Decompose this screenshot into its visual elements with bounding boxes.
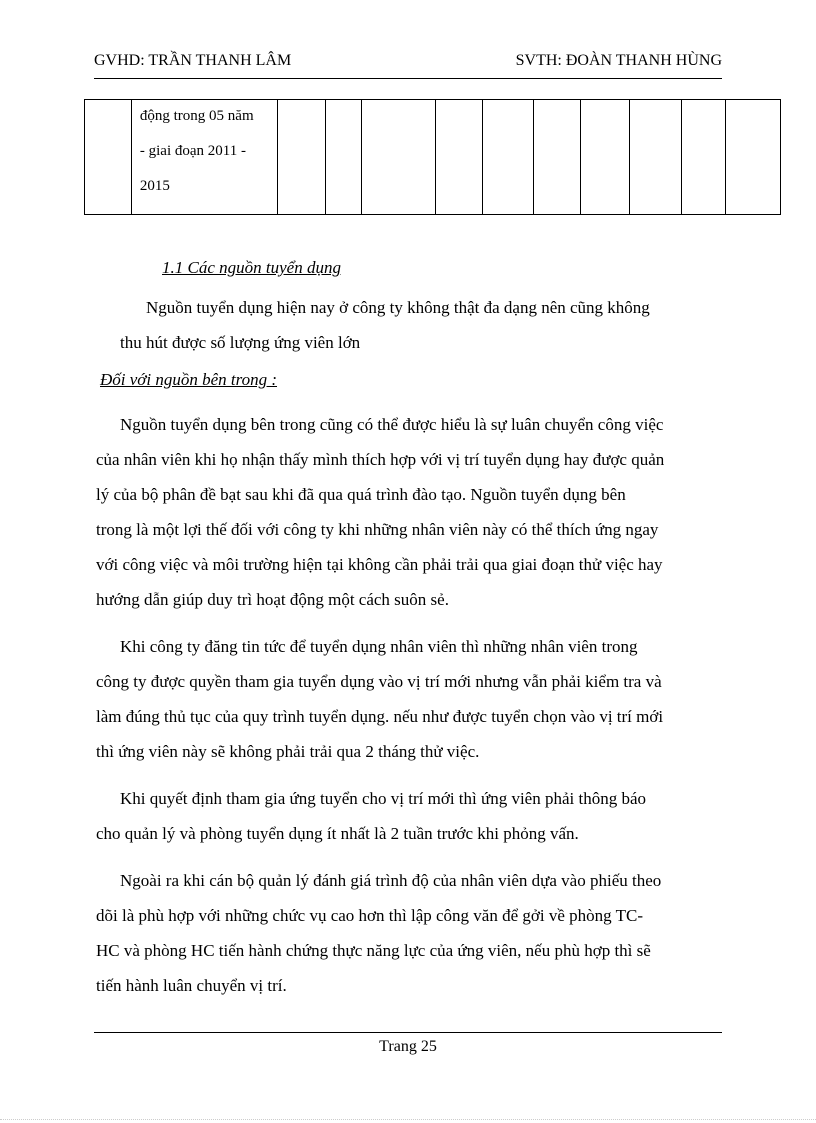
paragraph: [96, 629, 726, 769]
table-cell: [533, 100, 580, 215]
paragraph-line: của nhân viên khi họ nhận thấy mình thích hợp với vị trí tuyển dụng hay được quản: [96, 450, 665, 469]
paragraph-line: làm đúng thủ tục của quy trình tuyển dụng. nếu như được tuyển chọn vào vị trí mới: [96, 707, 664, 726]
header-rule: [94, 78, 722, 79]
table-row: [85, 100, 781, 215]
page-edge: [0, 1119, 816, 1120]
paragraph-line: tiến hành luân chuyển vị trí.: [96, 976, 287, 995]
paragraph-line: Khi công ty đăng tin tức để tuyển dụng nhân viên thì những nhân viên trong: [120, 637, 638, 656]
paragraph: [96, 863, 726, 1003]
intro-line: Nguồn tuyển dụng hiện nay ở công ty không thật đa dạng nên cũng không: [146, 298, 650, 317]
table-cell: [131, 100, 277, 215]
paragraph-line: công ty được quyền tham gia tuyển dụng vào vị trí mới nhưng vẫn phải kiểm tra và: [96, 672, 662, 691]
paragraph-line: HC và phòng HC tiến hành chứng thực năng lực của ứng viên, nếu phù hợp thì sẽ: [96, 941, 651, 960]
table-cell-line: 2015: [139, 178, 170, 194]
table-cell-line: - giai đoạn 2011 -: [139, 143, 246, 159]
intro-line: thu hút được số lượng ứng viên lớn: [120, 333, 361, 352]
paragraph-line: Ngoài ra khi cán bộ quản lý đánh giá trình độ của nhân viên dựa vào phiếu theo: [120, 871, 662, 890]
page-number: Trang 25: [379, 1038, 437, 1055]
page-header: [94, 52, 722, 76]
paragraph-line: hướng dẫn giúp duy trì hoạt động một cách suôn sẻ.: [96, 590, 449, 609]
header-student: SVTH: ĐOÀN THANH HÙNG: [515, 52, 722, 69]
subheading: Đối với nguồn bên trong :: [100, 370, 278, 389]
table-cell: [436, 100, 483, 215]
table-cell: [681, 100, 725, 215]
paragraph-line: dõi là phù hợp với những chức vụ cao hơn thì lập công văn để gởi về phòng TC-: [96, 906, 643, 925]
continued-table: [84, 99, 781, 215]
paragraph: [96, 781, 726, 851]
paragraph: [96, 407, 726, 617]
paragraph-line: với công việc và môi trường hiện tại không cần phải trải qua giai đoạn thử việc hay: [96, 555, 663, 574]
table-cell: [725, 100, 780, 215]
header-instructor: GVHD: TRẦN THANH LÂM: [94, 52, 292, 69]
footer-rule: [94, 1032, 722, 1033]
table-cell: [361, 100, 435, 215]
paragraph-line: cho quản lý và phòng tuyển dụng ít nhất là 2 tuần trước khi phỏng vấn.: [96, 824, 579, 843]
paragraph-line: lý của bộ phân đề bạt sau khi đã qua quá trình đào tạo. Nguồn tuyển dụng bên: [96, 485, 626, 504]
table-cell: [483, 100, 534, 215]
section-1-1: [96, 250, 726, 1003]
table-cell: [630, 100, 681, 215]
table-cell: [278, 100, 326, 215]
table-cell-line: động trong 05 năm: [139, 108, 254, 124]
paragraph-line: trong là một lợi thế đối với công ty khi những nhân viên này có thể thích ứng ngay: [96, 520, 659, 539]
section-heading: 1.1 Các nguồn tuyển dụng: [162, 258, 341, 277]
table-cell: [580, 100, 630, 215]
paragraph-line: thì ứng viên này sẽ không phải trải qua 2 tháng thử việc.: [96, 742, 480, 761]
table-cell: [85, 100, 132, 215]
table-cell: [326, 100, 362, 215]
paragraph-line: Nguồn tuyển dụng bên trong cũng có thể được hiểu là sự luân chuyển công việc: [120, 415, 664, 434]
paragraph-line: Khi quyết định tham gia ứng tuyển cho vị trí mới thì ứng viên phải thông báo: [120, 789, 647, 808]
